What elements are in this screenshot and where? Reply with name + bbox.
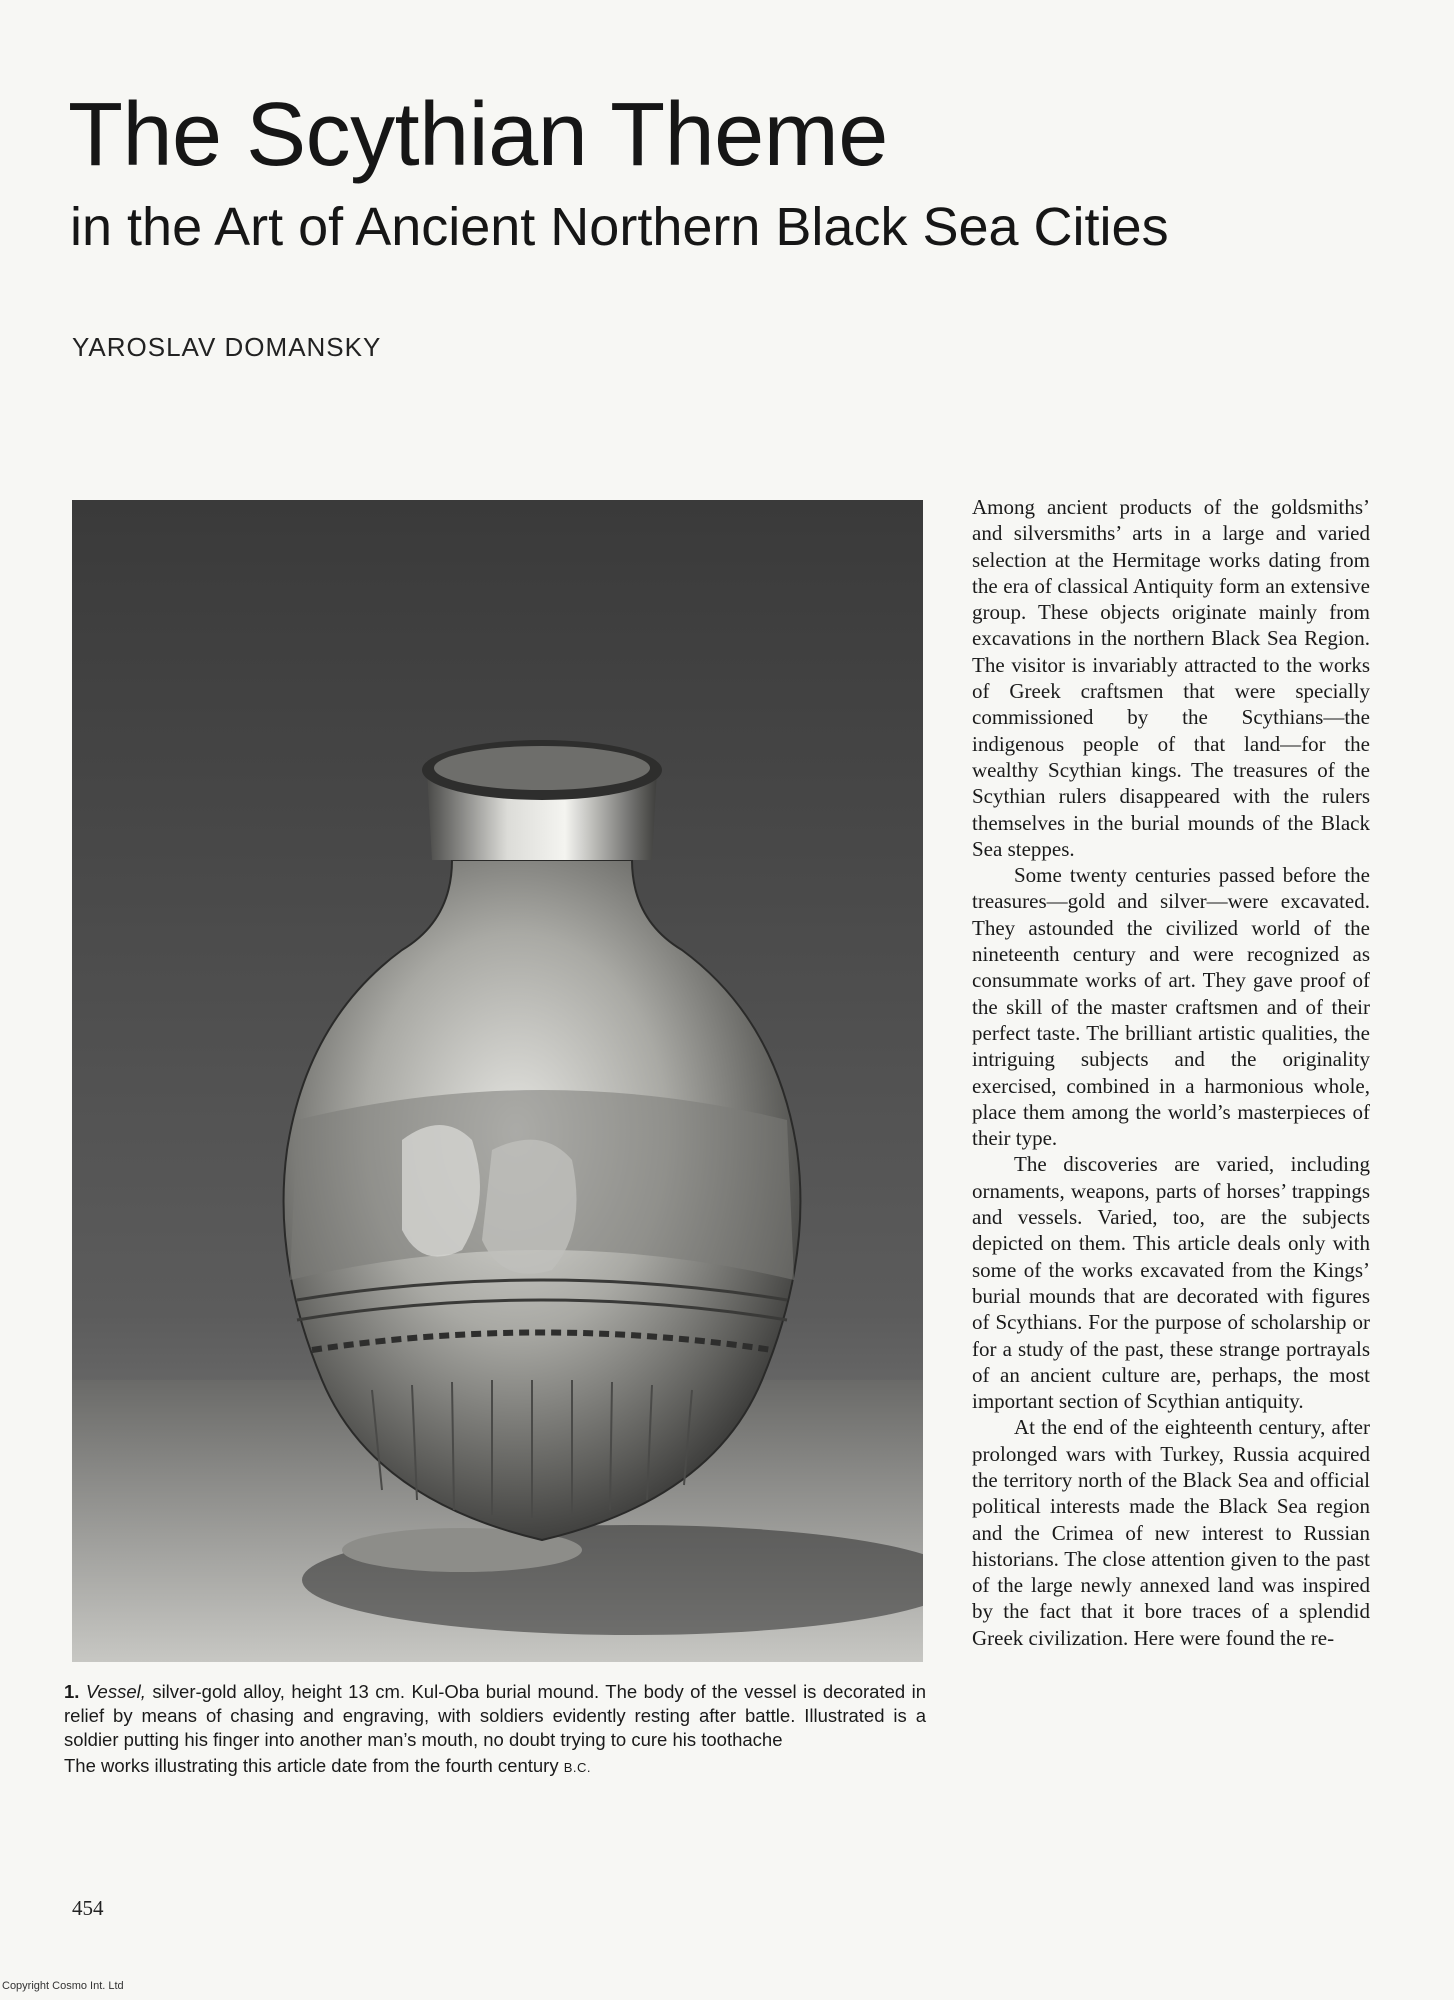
author-name: YAROSLAV DOMANSKY: [72, 332, 382, 362]
date-note-text: The works illustrating this article date from the fourth century: [64, 1755, 564, 1776]
body-paragraph: Some twenty centuries passed before the treasures—gold and silver—were excavated. They astounded the civilized world of the nineteenth century and were recognized as consummate works of art. They gave proof of the skill of the master craftsmen and of their perfect taste. The brilliant artistic qualities, the intriguing subjects and the originality exercised, combined in a harmonious whole, place them among the world’s masterpieces of their type.: [972, 863, 1370, 1151]
figure-number: 1.: [64, 1681, 80, 1702]
copyright-notice: Copyright Cosmo Int. Ltd: [2, 1980, 124, 1992]
body-paragraph: Among ancient products of the goldsmiths’ and silversmiths’ arts in a large and varied selection at the Hermitage works dating from the era of classical Antiquity form an extensive group. These objects originate mainly from excavations in the northern Black Sea Region. The visitor is invariably attracted to the works of Greek craftsmen that were specially commissioned by the Scythians—the indigenous people of that land—for the wealthy Scythian kings. The treasures of the Scythian rulers disappeared with the rulers themselves in the burial mounds of the Black Sea steppes.: [972, 495, 1370, 861]
caption-date-note: [64, 1754, 926, 1780]
article-title: The Scythian Theme: [68, 85, 888, 185]
body-paragraph: The discoveries are varied, including ornaments, weapons, parts of horses’ trappings and vessels. Varied, too, are the subjects depicted on them. This article deals only with some of the works excavated from the Kings’ burial mounds that are decorated with figures of Scythians. For the purpose of scholarship or for a study of the past, these strange portrayals of an ancient culture are, perhaps, the most important section of Scythian antiquity.: [972, 1152, 1370, 1414]
body-paragraph: At the end of the eighteenth century, after prolonged wars with Turkey, Russia acquired the territory north of the Black Sea and official political interests made the Black Sea region and the Crimea of new interest to Russian historians. The close attention given to the past of the large newly annexed land was inspired by the fact that it bore traces of a splendid Greek civilization. Here were found the re-: [972, 1415, 1370, 1650]
vessel-illustration: [72, 500, 923, 1662]
date-note-era: B.C.: [563, 1760, 592, 1775]
article-subtitle: in the Art of Ancient Northern Black Sea Cities: [70, 197, 1169, 257]
caption-description: silver-gold alloy, height 13 cm. Kul-Oba burial mound. The body of the vessel is decorated in relief by means of chasing and engraving, with soldiers evidently resting after battle. Illustrated is a soldier putting his finger into another man’s mouth, no doubt trying to cure his toothache: [64, 1681, 927, 1750]
article-body: [972, 494, 1370, 1651]
vessel-photograph: [72, 500, 923, 1662]
page-number: 454: [72, 1896, 104, 1920]
figure-caption: [64, 1680, 926, 1780]
caption-italic-label: Vessel,: [85, 1681, 146, 1702]
